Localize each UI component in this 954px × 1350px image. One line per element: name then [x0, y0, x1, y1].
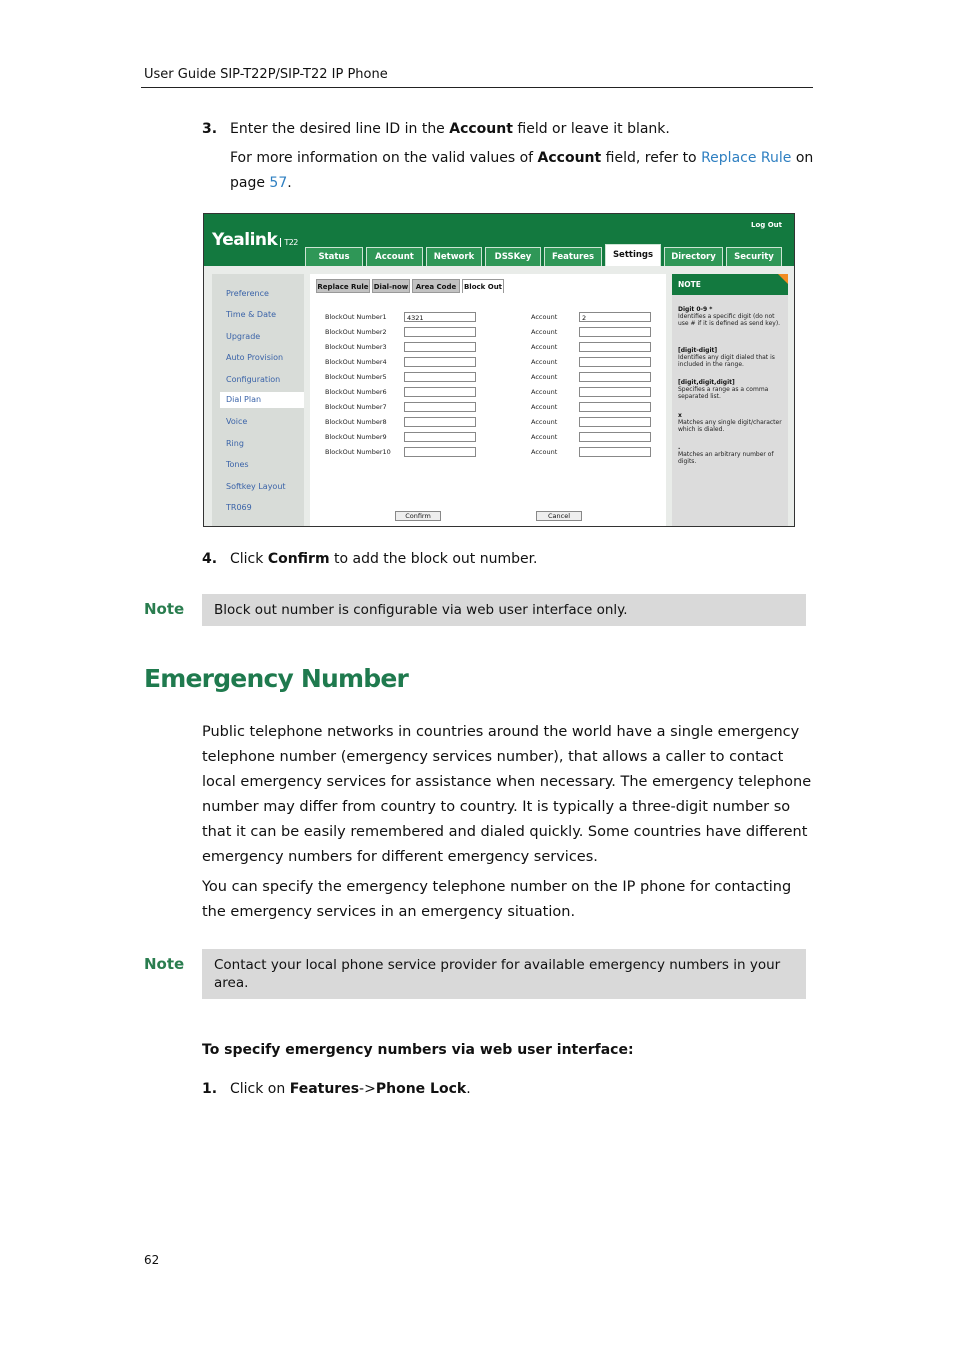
- blockout-number-label: BlockOut Number10: [325, 448, 391, 456]
- subtab-block-out[interactable]: Block Out: [462, 279, 504, 293]
- step-text: [230, 1079, 471, 1099]
- note-entry: [678, 444, 784, 465]
- sidebar-item-dial-plan[interactable]: Dial Plan: [220, 392, 304, 408]
- note-entry: [678, 306, 784, 327]
- account-input[interactable]: [579, 357, 651, 367]
- subtab-area-code[interactable]: Area Code: [412, 279, 460, 293]
- note-entry-head: x: [678, 412, 682, 419]
- blockout-number-label: BlockOut Number6: [325, 388, 387, 396]
- sidebar-item-softkey-layout[interactable]: Softkey Layout: [226, 482, 286, 491]
- logo-text: Yealink: [212, 230, 278, 250]
- account-label: Account: [531, 403, 558, 411]
- logout-link[interactable]: Log Out: [751, 221, 782, 229]
- sidebar-item-auto-provision[interactable]: Auto Provision: [226, 353, 284, 362]
- step-3-more: [230, 148, 814, 168]
- running-header: User Guide SIP-T22P/SIP-T22 IP Phone: [144, 67, 388, 82]
- blockout-number-input[interactable]: [404, 417, 476, 427]
- tab-network[interactable]: Network: [426, 247, 482, 266]
- dial-plan-panel: [310, 274, 666, 527]
- tab-dsskey[interactable]: DSSKey: [485, 247, 541, 266]
- tab-account[interactable]: Account: [366, 247, 423, 266]
- text-run: Click on: [230, 1081, 290, 1097]
- blockout-number-label: BlockOut Number5: [325, 373, 387, 381]
- step-text: [230, 549, 538, 569]
- sidebar-item-time-date[interactable]: Time & Date: [226, 310, 277, 319]
- subtab-dial-now[interactable]: Dial-now: [372, 279, 410, 293]
- blockout-number-input[interactable]: 4321: [404, 312, 476, 322]
- page-link[interactable]: 57: [269, 175, 288, 191]
- model-text: T22: [280, 238, 298, 247]
- blockout-number-label: BlockOut Number4: [325, 358, 387, 366]
- note-entry: [678, 347, 784, 368]
- account-input[interactable]: [579, 447, 651, 457]
- note-label: Note: [144, 600, 185, 618]
- tab-status[interactable]: Status: [305, 247, 363, 266]
- blockout-number-input[interactable]: [404, 402, 476, 412]
- sidebar-item-preference[interactable]: Preference: [226, 289, 269, 298]
- top-bar: [204, 214, 794, 266]
- procedure-title: To specify emergency numbers via web user interface:: [202, 1042, 634, 1058]
- text-run: field, refer to: [601, 150, 702, 166]
- paragraph: Public telephone networks in countries around the world have a single emergency telephone number (emergency services number), that allows a caller to contact local emergency services for assistance when necessary. The emergency telephone number may differ from country to country. It is typically a three-digit number so that it can be easily remembered and dialed quickly. Some countries have different emergency numbers for different emergency services.: [202, 724, 812, 865]
- note-label: Note: [144, 955, 185, 973]
- note-entry-text: Specifies a range as a comma separated list.: [678, 386, 769, 400]
- yealink-logo: [212, 230, 298, 250]
- blockout-number-label: BlockOut Number1: [325, 313, 387, 321]
- text-run: on: [791, 150, 814, 166]
- paragraph: You can specify the emergency telephone number on the IP phone for contacting the emergency services in an emergency situation.: [202, 879, 792, 920]
- account-input[interactable]: [579, 342, 651, 352]
- text-run: For more information on the valid values of: [230, 150, 538, 166]
- sidebar-item-tr069[interactable]: TR069: [226, 503, 252, 512]
- note-entry: [678, 379, 784, 400]
- text-run: Enter the desired line ID in the: [230, 121, 450, 137]
- account-label: Account: [531, 388, 558, 396]
- text-run: to add the block out number.: [329, 551, 538, 567]
- header-rule: [141, 87, 813, 88]
- note-entry-head: .: [678, 444, 681, 451]
- account-label: Account: [531, 358, 558, 366]
- corner-marker-icon: [778, 274, 788, 284]
- sidebar-item-configuration[interactable]: Configuration: [226, 375, 281, 384]
- tab-settings[interactable]: Settings: [605, 244, 661, 266]
- step-3-page: [230, 173, 292, 193]
- sidebar-item-ring[interactable]: Ring: [226, 439, 244, 448]
- menu-name: Features: [289, 1081, 360, 1097]
- note-entry-text: Identifies a specific digit (do not use # if it is defined as send key).: [678, 313, 781, 327]
- step-number: 4.: [202, 551, 218, 567]
- account-label: Account: [531, 313, 558, 321]
- sidebar-item-upgrade[interactable]: Upgrade: [226, 332, 261, 341]
- account-label: Account: [531, 448, 558, 456]
- blockout-number-input[interactable]: [404, 357, 476, 367]
- account-input[interactable]: [579, 432, 651, 442]
- account-label: Account: [531, 418, 558, 426]
- step-text: [230, 119, 670, 139]
- field-name: Account: [449, 121, 513, 137]
- tab-security[interactable]: Security: [726, 247, 782, 266]
- menu-name: Phone Lock: [375, 1081, 467, 1097]
- blockout-number-input[interactable]: [404, 432, 476, 442]
- tab-features[interactable]: Features: [544, 247, 602, 266]
- note-box: Contact your local phone service provider for available emergency numbers in your area.: [202, 949, 806, 999]
- text-run: .: [466, 1081, 471, 1097]
- text-run: ->: [359, 1081, 376, 1097]
- note-entry-text: Matches any single digit/character which is dialed.: [678, 419, 782, 433]
- blockout-number-input[interactable]: [404, 387, 476, 397]
- replace-rule-link[interactable]: Replace Rule: [701, 150, 792, 166]
- sidebar: [212, 274, 304, 527]
- account-input[interactable]: [579, 327, 651, 337]
- field-name: Account: [537, 150, 602, 166]
- note-entry-text: Identifies any digit dialed that is included in the range.: [678, 354, 775, 368]
- account-input[interactable]: 2: [579, 312, 651, 322]
- note-title: NOTE: [672, 274, 788, 295]
- confirm-button[interactable]: Confirm: [395, 511, 441, 521]
- blockout-number-label: BlockOut Number9: [325, 433, 387, 441]
- section-title: Emergency Number: [144, 664, 409, 693]
- blockout-number-label: BlockOut Number7: [325, 403, 387, 411]
- account-label: Account: [531, 373, 558, 381]
- subtab-replace-rule[interactable]: Replace Rule: [316, 279, 370, 293]
- blockout-number-label: BlockOut Number8: [325, 418, 387, 426]
- note-entry-text: Matches an arbitrary number of digits.: [678, 451, 774, 465]
- tab-directory[interactable]: Directory: [664, 247, 723, 266]
- blockout-number-input[interactable]: [404, 447, 476, 457]
- text-run: Click: [230, 551, 268, 567]
- account-input[interactable]: [579, 417, 651, 427]
- blockout-number-label: BlockOut Number3: [325, 343, 387, 351]
- text-run: .: [287, 175, 292, 191]
- blockout-number-input[interactable]: [404, 372, 476, 382]
- cancel-button[interactable]: Cancel: [536, 511, 582, 521]
- sidebar-item-tones[interactable]: Tones: [226, 460, 249, 469]
- page-number: 62: [144, 1253, 160, 1267]
- blockout-number-input[interactable]: [404, 342, 476, 352]
- sidebar-item-voice[interactable]: Voice: [226, 417, 248, 426]
- note-box: Block out number is configurable via web user interface only.: [202, 594, 806, 626]
- account-label: Account: [531, 433, 558, 441]
- note-entry: [678, 412, 784, 433]
- note-entry-head: [digit-digit]: [678, 347, 718, 354]
- button-name: Confirm: [267, 551, 330, 567]
- note-panel: [672, 274, 788, 527]
- note-entry-head: Digit 0-9 *: [678, 306, 713, 313]
- account-label: Account: [531, 343, 558, 351]
- web-ui-screenshot: [203, 213, 795, 527]
- account-input[interactable]: [579, 387, 651, 397]
- account-label: Account: [531, 328, 558, 336]
- note-entry-head: [digit,digit,digit]: [678, 379, 735, 386]
- text-run: field or leave it blank.: [512, 121, 670, 137]
- blockout-number-label: BlockOut Number2: [325, 328, 387, 336]
- account-input[interactable]: [579, 402, 651, 412]
- account-input[interactable]: [579, 372, 651, 382]
- blockout-number-input[interactable]: [404, 327, 476, 337]
- text-run: page: [230, 175, 270, 191]
- step-number: 1.: [202, 1081, 218, 1097]
- step-number: 3.: [202, 121, 218, 137]
